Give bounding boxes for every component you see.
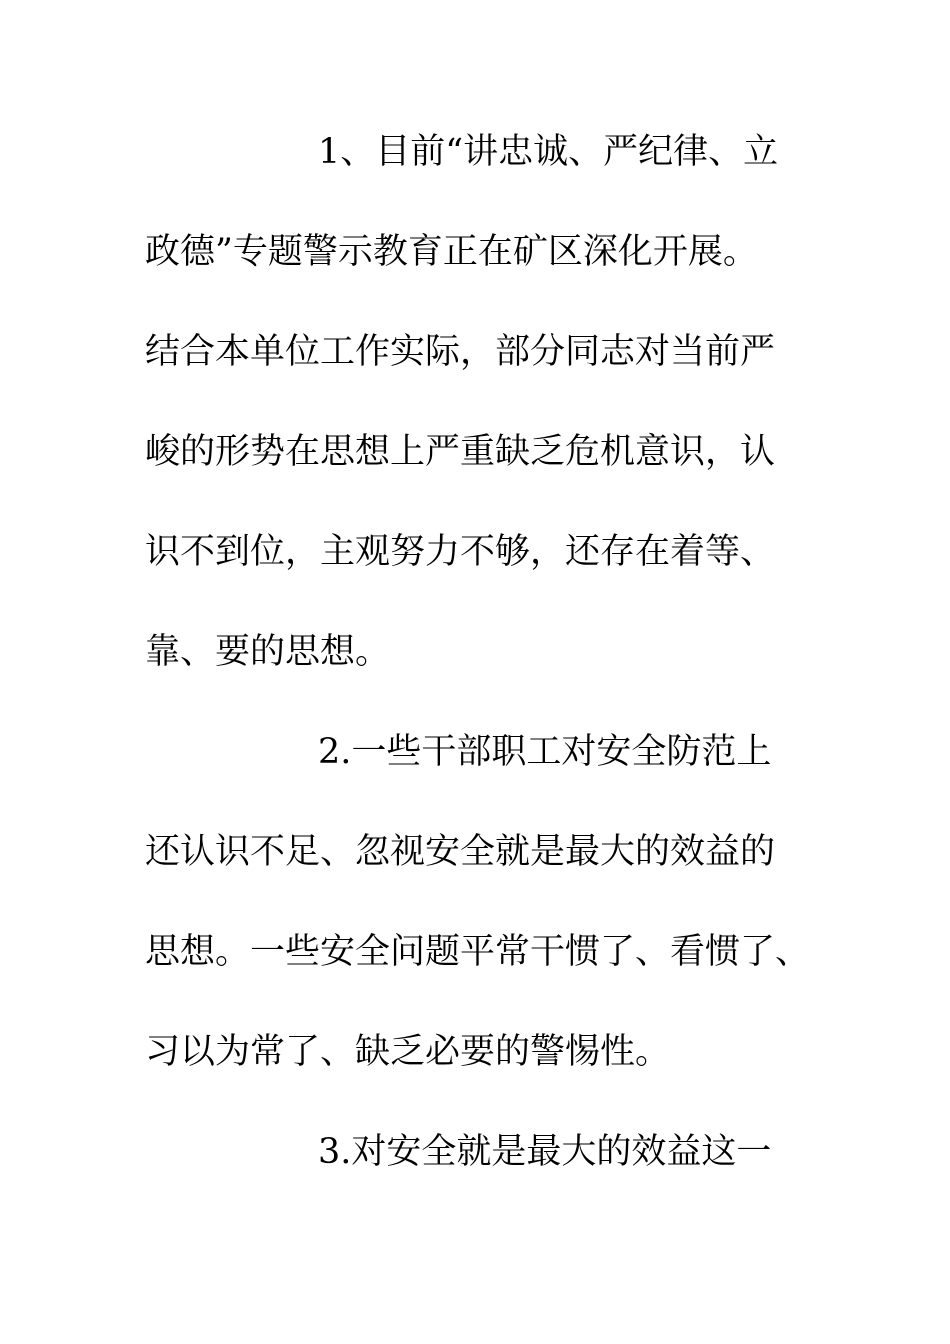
paragraph-2-line-3: 思想。一些安全问题平常干惯了、看惯了、 <box>145 932 811 972</box>
paragraph-1-line-3: 结合本单位工作实际，部分同志对当前严 <box>145 332 776 372</box>
paragraph-1-line-5: 识不到位，主观努力不够，还存在着等、 <box>145 532 776 572</box>
paragraph-2-line-4: 习以为常了、缺乏必要的警惕性。 <box>145 1032 671 1072</box>
paragraph-2-line-2: 还认识不足、忽视安全就是最大的效益的 <box>145 832 776 872</box>
paragraph-3-line-1: 3.对安全就是最大的效益这一 <box>318 1132 772 1172</box>
paragraph-1-line-1: 1、目前“讲忠诚、严纪律、立 <box>318 132 779 172</box>
paragraph-1-line-6: 靠、要的思想。 <box>145 632 391 672</box>
paragraph-1-line-2: 政德”专题警示教育正在矿区深化开展。 <box>145 232 758 272</box>
paragraph-2-line-1: 2.一些干部职工对安全防范上 <box>318 732 772 772</box>
paragraph-1-line-4: 峻的形势在思想上严重缺乏危机意识，认 <box>145 432 776 472</box>
